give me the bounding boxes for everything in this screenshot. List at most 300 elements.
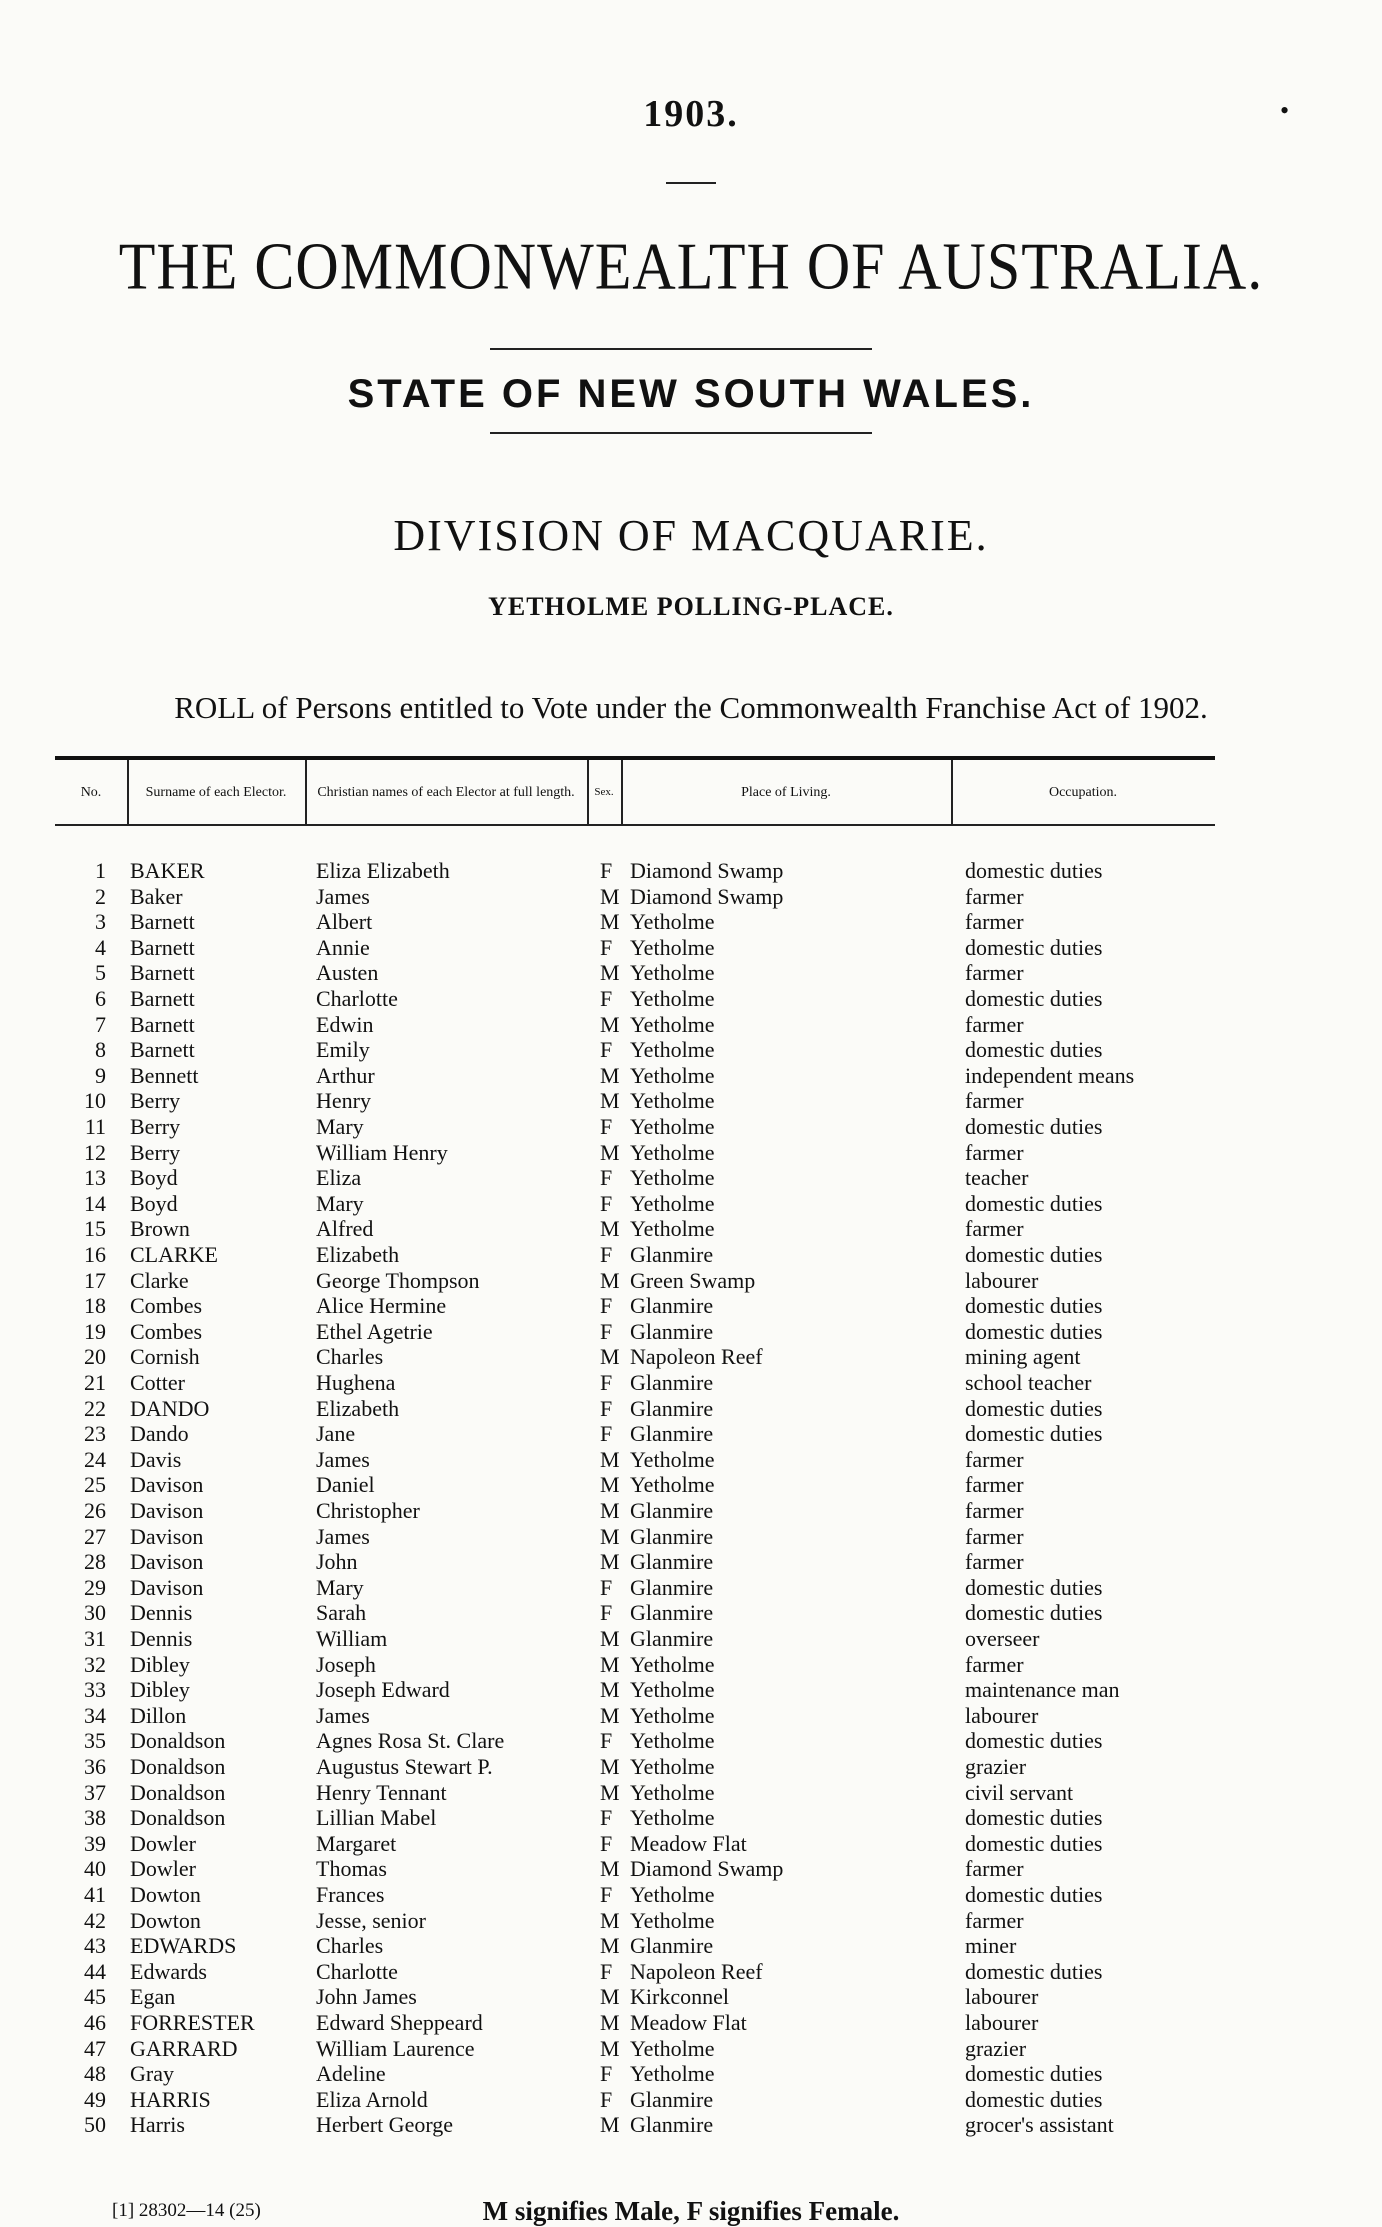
elector-place: Glanmire	[630, 2086, 714, 2112]
elector-sex: M	[600, 1446, 620, 1472]
elector-occupation: grazier	[965, 1754, 1027, 1779]
elector-number: 19	[84, 1318, 106, 1344]
elector-number: 13	[84, 1165, 106, 1191]
elector-christian-names: Mary	[316, 1190, 364, 1216]
elector-sex: M	[600, 1139, 620, 1165]
elector-sex: M	[600, 2010, 620, 2035]
elector-place: Yetholme	[630, 1011, 715, 1037]
elector-sex: F	[600, 1574, 613, 1600]
elector-number: 35	[84, 1728, 106, 1754]
elector-surname: Edwards	[130, 1958, 207, 1984]
elector-christian-names: Jesse, senior	[316, 1907, 426, 1933]
elector-surname: Gray	[130, 2061, 174, 2087]
elector-surname: HARRIS	[130, 2086, 211, 2112]
elector-place: Green Swamp	[630, 1267, 756, 1293]
division-title: DIVISION OF MACQUARIE.	[393, 511, 989, 560]
elector-number: 15	[84, 1216, 106, 1242]
elector-place: Yetholme	[630, 1779, 715, 1805]
elector-occupation: domestic duties	[965, 1574, 1103, 1600]
elector-christian-names: Edwin	[316, 1011, 374, 1037]
elector-occupation: domestic duties	[965, 1242, 1103, 1267]
elector-sex: F	[600, 1370, 613, 1395]
elector-christian-names: Charlotte	[316, 986, 398, 1011]
table-row	[0, 1268, 1382, 1294]
table-row	[0, 1524, 1382, 1550]
elector-christian-names: Elizabeth	[316, 1242, 400, 1267]
elector-surname: Boyd	[130, 1190, 178, 1216]
table-row	[0, 1191, 1382, 1217]
elector-occupation: domestic duties	[965, 2061, 1103, 2087]
elector-place: Yetholme	[630, 2061, 715, 2087]
column-header-christian-names: Christian names of each Elector at full length.	[317, 784, 575, 800]
elector-christian-names: Annie	[316, 934, 370, 960]
elector-place: Glanmire	[630, 2112, 714, 2138]
elector-place: Glanmire	[630, 1523, 714, 1549]
table-row	[0, 1856, 1382, 1882]
elector-christian-names: Ethel Agetrie	[316, 1318, 433, 1344]
table-row	[0, 1908, 1382, 1934]
elector-sex: M	[600, 1216, 620, 1242]
elector-surname: Barnett	[130, 934, 195, 960]
table-row	[0, 2010, 1382, 2036]
elector-place: Diamond Swamp	[630, 1856, 784, 1882]
elector-number: 29	[84, 1574, 106, 1600]
elector-sex: M	[600, 1651, 620, 1677]
elector-christian-names: Emily	[316, 1037, 370, 1063]
table-row	[0, 1319, 1382, 1345]
elector-christian-names: Alice Hermine	[316, 1293, 447, 1319]
table-row	[0, 1805, 1382, 1831]
elector-christian-names: Joseph Edward	[316, 1677, 450, 1703]
elector-surname: Berry	[130, 1088, 181, 1114]
elector-place: Yetholme	[630, 1651, 715, 1677]
elector-occupation: domestic duties	[965, 1958, 1103, 1984]
elector-sex: M	[600, 1344, 620, 1370]
elector-number: 50	[84, 2112, 106, 2138]
elector-place: Napoleon Reef	[630, 1344, 763, 1370]
table-row	[0, 1728, 1382, 1754]
elector-number: 47	[84, 2035, 106, 2061]
elector-occupation: farmer	[965, 1856, 1024, 1882]
elector-surname: Dillon	[130, 1702, 187, 1728]
elector-sex: M	[600, 960, 620, 986]
elector-christian-names: James	[316, 1702, 370, 1728]
elector-place: Yetholme	[630, 986, 715, 1011]
elector-sex: F	[600, 858, 613, 883]
elector-sex: F	[600, 1114, 613, 1139]
elector-place: Meadow Flat	[630, 1830, 747, 1856]
elector-place: Yetholme	[630, 1165, 715, 1191]
table-row	[0, 1088, 1382, 1114]
elector-surname: Combes	[130, 1318, 203, 1344]
elector-surname: Dando	[130, 1421, 189, 1447]
elector-christian-names: William	[316, 1626, 388, 1651]
table-row	[0, 1882, 1382, 1908]
elector-sex: M	[600, 1011, 620, 1037]
elector-sex: M	[600, 1907, 620, 1933]
elector-sex: M	[600, 1088, 620, 1114]
polling-place-title: YETHOLME POLLING-PLACE.	[488, 592, 894, 621]
elector-christian-names: Agnes Rosa St. Clare	[316, 1728, 505, 1754]
table-row	[0, 1344, 1382, 1370]
table-row	[0, 1293, 1382, 1319]
table-row	[0, 1165, 1382, 1191]
elector-christian-names: Jane	[316, 1421, 356, 1447]
elector-sex: F	[600, 2061, 613, 2087]
table-row	[0, 1140, 1382, 1166]
table-row	[0, 1114, 1382, 1140]
elector-surname: EDWARDS	[130, 1933, 237, 1959]
elector-number: 11	[84, 1114, 106, 1139]
elector-occupation: grazier	[965, 2035, 1027, 2061]
elector-number: 20	[84, 1344, 106, 1370]
elector-place: Yetholme	[630, 1702, 715, 1728]
table-row	[0, 1447, 1382, 1473]
elector-sex: F	[600, 1293, 613, 1319]
elector-place: Yetholme	[630, 1088, 715, 1114]
rule-above-state	[490, 348, 872, 350]
printer-reference: [1] 28302—14 (25)	[112, 2200, 261, 2221]
table-row	[0, 1933, 1382, 1959]
elector-place: Yetholme	[630, 1446, 715, 1472]
elector-sex: M	[600, 1933, 620, 1959]
elector-surname: Berry	[130, 1139, 181, 1165]
elector-place: Glanmire	[630, 1318, 714, 1344]
elector-place: Yetholme	[630, 960, 715, 986]
elector-place: Meadow Flat	[630, 2010, 747, 2035]
elector-christian-names: Henry	[316, 1088, 371, 1114]
elector-place: Glanmire	[630, 1933, 714, 1959]
elector-place: Glanmire	[630, 1498, 714, 1523]
elector-surname: Donaldson	[130, 1754, 226, 1779]
elector-christian-names: Charles	[316, 1344, 384, 1370]
elector-occupation: domestic duties	[965, 1114, 1103, 1139]
elector-number: 30	[84, 1600, 106, 1626]
elector-occupation: farmer	[965, 1907, 1024, 1933]
elector-place: Yetholme	[630, 1190, 715, 1216]
table-row	[0, 1370, 1382, 1396]
elector-surname: Harris	[130, 2112, 185, 2138]
elector-christian-names: John James	[316, 1984, 417, 2010]
elector-occupation: farmer	[965, 1216, 1024, 1242]
elector-christian-names: Arthur	[316, 1062, 375, 1088]
elector-christian-names: James	[316, 1523, 370, 1549]
elector-occupation: farmer	[965, 1523, 1024, 1549]
elector-number: 40	[84, 1856, 106, 1882]
elector-surname: Combes	[130, 1293, 203, 1319]
elector-sex: F	[600, 1830, 613, 1856]
elector-christian-names: Charlotte	[316, 1958, 398, 1984]
elector-place: Napoleon Reef	[630, 1958, 763, 1984]
elector-surname: Brown	[130, 1216, 190, 1242]
elector-surname: Dibley	[130, 1677, 190, 1703]
elector-place: Yetholme	[630, 1472, 715, 1498]
elector-sex: M	[600, 1062, 620, 1088]
elector-place: Yetholme	[630, 1882, 715, 1907]
elector-number: 4	[95, 934, 106, 960]
elector-number: 43	[84, 1933, 106, 1959]
elector-number: 41	[84, 1882, 106, 1907]
elector-number: 22	[84, 1395, 106, 1421]
elector-sex: F	[600, 1600, 613, 1626]
elector-occupation: domestic duties	[965, 934, 1103, 960]
elector-place: Yetholme	[630, 1677, 715, 1703]
elector-sex: M	[600, 1677, 620, 1703]
sex-key-footnote: M signifies Male, F signifies Female.	[482, 2196, 900, 2226]
elector-christian-names: Daniel	[316, 1472, 375, 1498]
table-row	[0, 1037, 1382, 1063]
elector-number: 49	[84, 2086, 106, 2112]
table-row	[0, 1549, 1382, 1575]
table-header-bottom-rule	[55, 824, 1215, 826]
elector-number: 48	[84, 2061, 106, 2087]
elector-sex: M	[600, 1754, 620, 1779]
elector-occupation: civil servant	[965, 1779, 1074, 1805]
elector-number: 45	[84, 1984, 106, 2010]
elector-number: 31	[84, 1626, 106, 1651]
elector-sex: M	[600, 883, 620, 909]
table-row	[0, 1652, 1382, 1678]
elector-christian-names: Eliza	[316, 1165, 362, 1191]
table-row	[0, 935, 1382, 961]
elector-surname: Davison	[130, 1549, 204, 1575]
elector-sex: M	[600, 1984, 620, 2010]
elector-surname: Cornish	[130, 1344, 200, 1370]
table-row	[0, 1626, 1382, 1652]
elector-sex: F	[600, 1728, 613, 1754]
column-header-occupation: Occupation.	[1048, 784, 1118, 800]
elector-surname: Berry	[130, 1114, 181, 1139]
elector-occupation: farmer	[965, 1088, 1024, 1114]
elector-occupation: mining agent	[965, 1344, 1081, 1370]
column-header-surname: Surname of each Elector.	[145, 784, 287, 800]
elector-christian-names: Edward Sheppeard	[316, 2010, 483, 2035]
roll-heading: ROLL of Persons entitled to Vote under the Commonwealth Franchise Act of 1902.	[174, 690, 1208, 725]
elector-occupation: domestic duties	[965, 1728, 1103, 1754]
elector-surname: Dennis	[130, 1626, 193, 1651]
elector-surname: Davison	[130, 1574, 204, 1600]
elector-sex: F	[600, 1165, 613, 1191]
elector-sex: M	[600, 1856, 620, 1882]
elector-sex: M	[600, 1549, 620, 1575]
elector-sex: F	[600, 1037, 613, 1063]
elector-number: 34	[84, 1702, 106, 1728]
elector-sex: M	[600, 1626, 620, 1651]
table-row	[0, 1984, 1382, 2010]
elector-place: Glanmire	[630, 1600, 714, 1626]
elector-christian-names: Margaret	[316, 1830, 397, 1856]
elector-surname: Dowler	[130, 1856, 196, 1882]
elector-place: Glanmire	[630, 1370, 714, 1395]
table-row	[0, 2036, 1382, 2062]
elector-occupation: farmer	[965, 960, 1024, 986]
elector-sex: M	[600, 1267, 620, 1293]
elector-number: 33	[84, 1677, 106, 1703]
table-row	[0, 1012, 1382, 1038]
elector-surname: Donaldson	[130, 1805, 226, 1831]
elector-occupation: domestic duties	[965, 1395, 1103, 1421]
elector-sex: F	[600, 1421, 613, 1447]
elector-christian-names: Mary	[316, 1114, 364, 1139]
elector-surname: Egan	[130, 1984, 176, 2010]
elector-number: 44	[84, 1958, 106, 1984]
elector-place: Diamond Swamp	[630, 883, 784, 909]
elector-occupation: domestic duties	[965, 1318, 1103, 1344]
elector-occupation: labourer	[965, 2010, 1039, 2035]
elector-number: 23	[84, 1421, 106, 1447]
elector-christian-names: Eliza Arnold	[316, 2086, 428, 2112]
elector-sex: M	[600, 2112, 620, 2138]
table-row	[0, 1242, 1382, 1268]
elector-sex: M	[600, 1498, 620, 1523]
elector-sex: M	[600, 1779, 620, 1805]
elector-occupation: overseer	[965, 1626, 1040, 1651]
elector-place: Yetholme	[630, 1754, 715, 1779]
elector-place: Yetholme	[630, 1216, 715, 1242]
elector-sex: F	[600, 986, 613, 1011]
elector-sex: F	[600, 1190, 613, 1216]
elector-occupation: domestic duties	[965, 1037, 1103, 1063]
elector-surname: Clarke	[130, 1267, 189, 1293]
table-row	[0, 1575, 1382, 1601]
elector-occupation: domestic duties	[965, 986, 1103, 1011]
table-row	[0, 2061, 1382, 2087]
elector-occupation: farmer	[965, 1011, 1024, 1037]
elector-occupation: domestic duties	[965, 1600, 1103, 1626]
table-row	[0, 1472, 1382, 1498]
elector-occupation: domestic duties	[965, 1882, 1103, 1907]
elector-sex: M	[600, 909, 620, 935]
elector-christian-names: William Laurence	[316, 2035, 475, 2061]
elector-surname: Baker	[130, 883, 183, 909]
table-row	[0, 1831, 1382, 1857]
elector-place: Glanmire	[630, 1421, 714, 1447]
elector-number: 32	[84, 1651, 106, 1677]
elector-christian-names: John	[316, 1549, 358, 1575]
elector-place: Yetholme	[630, 1805, 715, 1831]
elector-christian-names: Joseph	[316, 1651, 376, 1677]
elector-occupation: farmer	[965, 883, 1024, 909]
table-row	[0, 1600, 1382, 1626]
table-row	[0, 2087, 1382, 2113]
table-row	[0, 1396, 1382, 1422]
elector-surname: Dowton	[130, 1907, 201, 1933]
table-row	[0, 1063, 1382, 1089]
elector-place: Glanmire	[630, 1395, 714, 1421]
elector-occupation: miner	[965, 1933, 1017, 1959]
elector-sex: F	[600, 1958, 613, 1984]
elector-number: 14	[84, 1190, 106, 1216]
elector-occupation: domestic duties	[965, 1293, 1103, 1319]
elector-surname: BAKER	[130, 858, 205, 883]
elector-place: Yetholme	[630, 1037, 715, 1063]
elector-place: Kirkconnel	[630, 1984, 729, 2010]
elector-number: 25	[84, 1472, 106, 1498]
short-rule	[666, 182, 716, 184]
elector-christian-names: Lillian Mabel	[316, 1805, 437, 1831]
table-row	[0, 1216, 1382, 1242]
elector-surname: Dowton	[130, 1882, 201, 1907]
table-row	[0, 884, 1382, 910]
elector-occupation: labourer	[965, 1984, 1039, 2010]
elector-occupation: labourer	[965, 1267, 1039, 1293]
elector-surname: FORRESTER	[130, 2010, 255, 2035]
elector-christian-names: Frances	[316, 1882, 385, 1907]
elector-christian-names: George Thompson	[316, 1267, 480, 1293]
elector-occupation: farmer	[965, 1472, 1024, 1498]
elector-surname: Davison	[130, 1523, 204, 1549]
elector-number: 17	[84, 1267, 106, 1293]
column-header-sex: Sex.	[594, 785, 614, 798]
elector-number: 42	[84, 1907, 106, 1933]
elector-sex: F	[600, 1882, 613, 1907]
elector-christian-names: Henry Tennant	[316, 1779, 447, 1805]
table-row	[0, 986, 1382, 1012]
elector-number: 9	[95, 1062, 106, 1088]
elector-place: Yetholme	[630, 1907, 715, 1933]
elector-surname: Donaldson	[130, 1728, 226, 1754]
elector-surname: Barnett	[130, 1037, 195, 1063]
elector-sex: M	[600, 2035, 620, 2061]
elector-surname: CLARKE	[130, 1242, 218, 1267]
elector-number: 2	[95, 883, 106, 909]
elector-place: Diamond Swamp	[630, 858, 784, 883]
elector-sex: M	[600, 1702, 620, 1728]
table-row	[0, 1959, 1382, 1985]
elector-surname: Bennett	[130, 1062, 199, 1088]
table-row	[0, 1677, 1382, 1703]
elector-sex: F	[600, 1242, 613, 1267]
elector-sex: M	[600, 1523, 620, 1549]
elector-occupation: domestic duties	[965, 1830, 1103, 1856]
column-header-no: No.	[80, 784, 102, 800]
elector-place: Yetholme	[630, 909, 715, 935]
elector-christian-names: Albert	[316, 909, 373, 935]
table-row	[0, 1780, 1382, 1806]
elector-number: 27	[84, 1523, 106, 1549]
elector-sex: F	[600, 1318, 613, 1344]
elector-christian-names: James	[316, 1446, 370, 1472]
elector-occupation: school teacher	[965, 1370, 1092, 1395]
elector-surname: Barnett	[130, 960, 195, 986]
elector-christian-names: Herbert George	[316, 2112, 454, 2138]
elector-place: Glanmire	[630, 1549, 714, 1575]
elector-surname: Boyd	[130, 1165, 178, 1191]
elector-number: 1	[95, 858, 106, 883]
elector-christian-names: Eliza Elizabeth	[316, 858, 450, 883]
elector-number: 3	[95, 909, 106, 935]
elector-number: 6	[95, 986, 106, 1011]
elector-christian-names: Augustus Stewart P.	[316, 1754, 493, 1779]
elector-place: Yetholme	[630, 1139, 715, 1165]
elector-christian-names: Christopher	[316, 1498, 420, 1523]
elector-christian-names: Alfred	[316, 1216, 374, 1242]
margin-mark: •	[1280, 96, 1290, 125]
table-row	[0, 858, 1382, 884]
elector-sex: F	[600, 1805, 613, 1831]
elector-surname: Barnett	[130, 1011, 195, 1037]
column-header-place: Place of Living.	[741, 784, 831, 800]
elector-occupation: farmer	[965, 909, 1024, 935]
elector-sex: M	[600, 1472, 620, 1498]
elector-surname: Davis	[130, 1446, 182, 1472]
elector-number: 38	[84, 1805, 106, 1831]
elector-place: Yetholme	[630, 1728, 715, 1754]
elector-number: 24	[84, 1446, 106, 1472]
elector-surname: Davison	[130, 1472, 204, 1498]
elector-occupation: farmer	[965, 1498, 1024, 1523]
elector-occupation: domestic duties	[965, 858, 1103, 883]
